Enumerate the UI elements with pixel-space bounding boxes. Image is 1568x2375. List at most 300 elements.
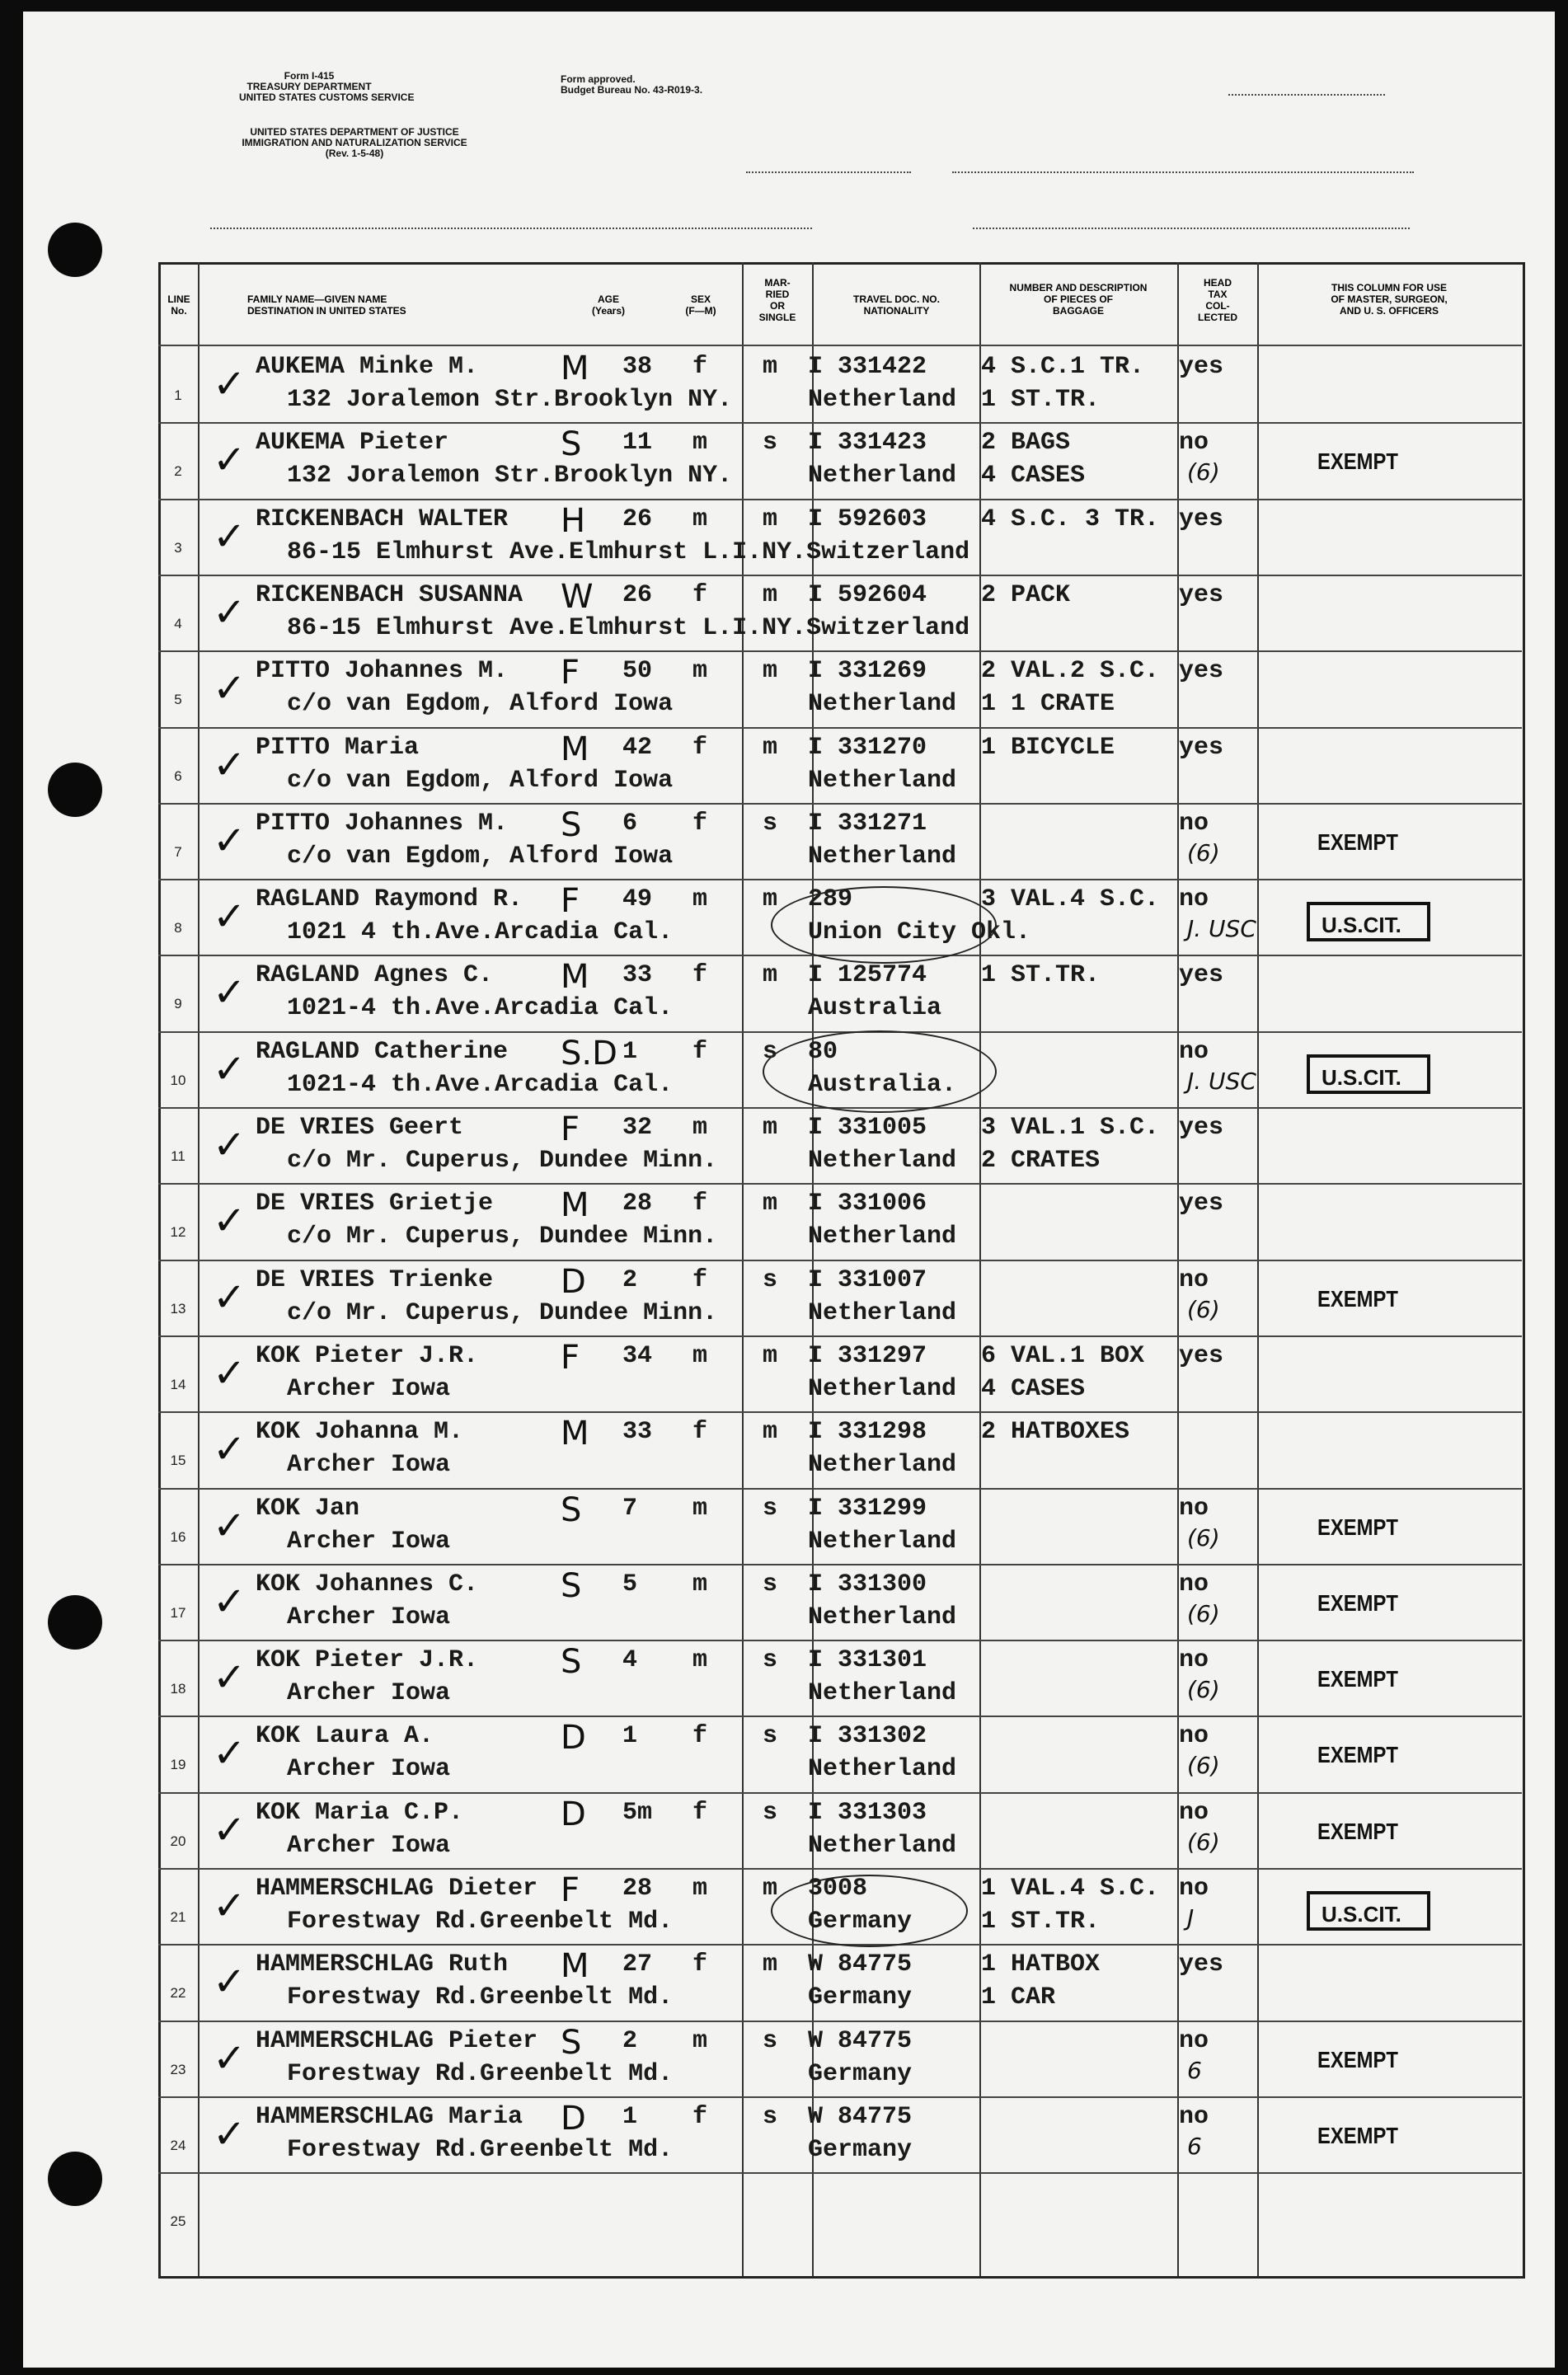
age: 49 <box>622 885 653 914</box>
line-number: 6 <box>174 767 182 784</box>
age: 26 <box>622 505 653 533</box>
head-tax: yes <box>1179 657 1224 686</box>
header-line: Budget Bureau No. 43-R019-3. <box>561 84 703 96</box>
check-mark: ✓ <box>213 1959 246 2006</box>
check-mark: ✓ <box>213 894 246 941</box>
doj-header <box>169 127 540 159</box>
relation-mark: M <box>561 350 589 387</box>
row-rule <box>158 803 1522 805</box>
header-line: LECTED <box>1198 312 1237 323</box>
destination: 132 Joralemon Str.Brooklyn NY. <box>287 386 733 414</box>
head-tax-note: J <box>1187 1904 1195 1931</box>
head-tax: no <box>1179 2026 1209 2055</box>
line-number: 11 <box>171 1148 185 1164</box>
marital-status: m <box>763 1418 778 1447</box>
travel-doc-no: I 331302 <box>808 1722 927 1751</box>
check-mark: ✓ <box>213 2110 246 2157</box>
head-tax: no <box>1179 1265 1209 1294</box>
relation-mark: S <box>561 425 582 464</box>
head-tax-note: (6) <box>1187 1295 1220 1323</box>
head-tax-note: (6) <box>1187 1523 1220 1551</box>
head-tax: no <box>1179 1570 1209 1598</box>
marital-status: m <box>763 580 778 609</box>
us-citizen-stamp: U.S.CIT. <box>1307 1054 1430 1094</box>
head-tax-note: (6) <box>1187 1599 1220 1627</box>
marital-status: s <box>763 2102 778 2131</box>
col-header-head-tax <box>1179 277 1256 323</box>
nationality: Germany <box>808 2059 913 2088</box>
col-header-age <box>584 293 633 317</box>
punch-hole <box>48 763 102 817</box>
head-tax: no <box>1179 885 1209 914</box>
check-mark: ✓ <box>213 513 246 560</box>
check-mark: ✓ <box>213 741 246 788</box>
nationality: Netherland <box>808 1223 957 1251</box>
destination: Archer Iowa <box>287 1679 451 1708</box>
line-number: 25 <box>170 2213 186 2230</box>
us-citizen-stamp: U.S.CIT. <box>1307 902 1430 941</box>
relation-mark: S <box>561 2023 582 2062</box>
head-tax: no <box>1179 1494 1209 1523</box>
check-mark: ✓ <box>213 361 246 407</box>
relation-mark: M <box>561 1186 589 1225</box>
line-number: 1 <box>174 387 182 403</box>
row-rule <box>158 1564 1522 1565</box>
destination: c/o Mr. Cuperus, Dundee Minn. <box>287 1298 718 1327</box>
header-line: UNITED STATES CUSTOMS SERVICE <box>239 92 415 103</box>
marital-status: s <box>763 2026 778 2055</box>
line-number: 16 <box>170 1528 186 1545</box>
relation-mark: M <box>561 1947 589 1986</box>
line-number: 24 <box>170 2137 186 2153</box>
exempt-stamp: EXEMPT <box>1317 1589 1398 1616</box>
relation-mark: M <box>561 1415 589 1453</box>
marital-status: s <box>763 1265 778 1294</box>
age: 33 <box>622 1418 653 1447</box>
arrival-line <box>973 228 1410 229</box>
line-number: 19 <box>170 1757 186 1773</box>
row-rule <box>158 2096 1522 2098</box>
baggage: 1 BICYCLE <box>981 733 1115 762</box>
row-rule <box>158 575 1522 576</box>
passenger-name: RICKENBACH WALTER <box>256 505 509 533</box>
head-tax: no <box>1179 1798 1209 1827</box>
header-line: DESTINATION IN UNITED STATES <box>247 305 406 317</box>
relation-mark: W <box>561 577 594 616</box>
passenger-name: HAMMERSCHLAG Pieter <box>256 2026 538 2055</box>
marital-status: m <box>763 1341 778 1370</box>
header-line: LINE <box>167 293 190 305</box>
circled-doc-number <box>771 1875 968 1947</box>
line-number: 5 <box>174 692 182 708</box>
baggage: 2 BAGS <box>981 429 1071 458</box>
check-mark: ✓ <box>213 1426 246 1473</box>
nationality: Netherland <box>808 1603 957 1631</box>
travel-doc-no: I 331301 <box>808 1646 927 1675</box>
line-number: 18 <box>170 1681 186 1697</box>
sex: m <box>692 885 708 914</box>
head-tax: yes <box>1179 1341 1224 1370</box>
col-header-baggage <box>981 282 1176 317</box>
passenger-name: DE VRIES Geert <box>256 1114 464 1142</box>
exempt-stamp: EXEMPT <box>1317 448 1398 475</box>
destination: Archer Iowa <box>287 1374 451 1403</box>
age: 27 <box>622 1950 653 1979</box>
travel-doc-no: 80 <box>808 1037 838 1066</box>
baggage: 3 VAL.4 S.C. <box>981 885 1160 914</box>
class-line <box>746 171 911 173</box>
baggage: 2 HATBOXES <box>981 1418 1130 1447</box>
destination: Forestway Rd.Greenbelt Md. <box>287 2135 674 2164</box>
baggage: 4 CASES <box>981 462 1086 490</box>
sex: m <box>692 657 708 686</box>
check-mark: ✓ <box>213 1578 246 1625</box>
row-rule <box>158 499 1522 500</box>
travel-doc-no: 3008 <box>808 1875 868 1903</box>
travel-doc-no: I 331298 <box>808 1418 927 1447</box>
head-tax: no <box>1179 429 1209 458</box>
relation-mark: F <box>561 1871 580 1909</box>
sex: m <box>692 1646 708 1675</box>
check-mark: ✓ <box>213 1655 246 1701</box>
check-mark: ✓ <box>213 1502 246 1549</box>
travel-doc-no: I 331006 <box>808 1190 927 1218</box>
col-header-officers <box>1259 282 1519 317</box>
line-number: 7 <box>174 843 182 860</box>
baggage: 1 HATBOX <box>981 1950 1101 1979</box>
age: 2 <box>622 2026 638 2055</box>
manifest-no-line <box>1228 94 1385 96</box>
travel-doc-no: 289 <box>808 885 853 914</box>
approval-note <box>561 74 702 96</box>
head-tax: no <box>1179 1722 1209 1751</box>
baggage: 4 S.C.1 TR. <box>981 353 1145 381</box>
passenger-name: DE VRIES Grietje <box>256 1190 494 1218</box>
nationality: Union City Okl. <box>808 918 1031 947</box>
header-line: SINGLE <box>758 312 796 323</box>
relation-mark: F <box>561 1338 580 1377</box>
nationality: Netherland <box>808 1147 957 1175</box>
passenger-name: RAGLAND Agnes C. <box>256 961 494 990</box>
header-line: TAX <box>1208 289 1228 300</box>
baggage: 6 VAL.1 BOX <box>981 1341 1145 1370</box>
travel-doc-no: I 125774 <box>808 961 927 990</box>
travel-doc-no: I 331303 <box>808 1798 927 1827</box>
relation-mark: D <box>561 2099 586 2138</box>
line-number: 12 <box>170 1224 186 1241</box>
age: 26 <box>622 580 653 609</box>
marital-status: s <box>763 809 778 838</box>
age: 1 <box>622 1722 638 1751</box>
destination: 1021 4 th.Ave.Arcadia Cal. <box>287 918 674 947</box>
destination: 1021-4 th.Ave.Arcadia Cal. <box>287 994 674 1023</box>
line-number: 22 <box>170 1985 186 2002</box>
row-rule <box>158 1183 1522 1185</box>
check-mark: ✓ <box>213 589 246 636</box>
sex: f <box>692 1798 708 1827</box>
relation-mark: M <box>561 958 589 997</box>
age: 4 <box>622 1646 638 1675</box>
circled-doc-number <box>771 886 997 964</box>
travel-doc-no: I 331422 <box>808 353 927 381</box>
marital-status: s <box>763 1570 778 1598</box>
circled-doc-number <box>763 1030 997 1113</box>
baggage: 4 CASES <box>981 1374 1086 1403</box>
head-tax: no <box>1179 809 1209 838</box>
header-line: BAGGAGE <box>1052 305 1104 317</box>
marital-status: s <box>763 1722 778 1751</box>
passenger-name: AUKEMA Minke M. <box>256 353 479 381</box>
age: 6 <box>622 809 638 838</box>
row-rule <box>158 1868 1522 1870</box>
column-divider <box>1257 262 1259 2276</box>
marital-status: s <box>763 1798 778 1827</box>
relation-mark: D <box>561 1719 586 1758</box>
marital-status: m <box>763 885 778 914</box>
destination: 86-15 Elmhurst Ave.Elmhurst L.I.NY.Switzerland <box>287 613 970 642</box>
baggage: 1 ST.TR. <box>981 961 1101 990</box>
passenger-name: HAMMERSCHLAG Maria <box>256 2102 523 2131</box>
sex: f <box>692 1037 708 1066</box>
check-mark: ✓ <box>213 665 246 712</box>
age: 2 <box>622 1265 638 1294</box>
relation-mark: M <box>561 730 589 768</box>
header-line: THIS COLUMN FOR USE <box>1331 282 1447 293</box>
line-number: 4 <box>174 615 182 631</box>
relation-mark: D <box>561 1795 586 1833</box>
relation-mark: S <box>561 1566 582 1605</box>
baggage: 2 PACK <box>981 580 1071 609</box>
sex: f <box>692 809 708 838</box>
head-tax: no <box>1179 2102 1209 2131</box>
head-tax: yes <box>1179 1950 1224 1979</box>
travel-doc-no: I 331271 <box>808 809 927 838</box>
destination: Archer Iowa <box>287 1603 451 1631</box>
exempt-stamp: EXEMPT <box>1317 828 1398 855</box>
check-mark: ✓ <box>213 817 246 864</box>
marital-status: s <box>763 429 778 458</box>
age: 50 <box>622 657 653 686</box>
header-rule <box>158 345 1522 346</box>
nationality: Netherland <box>808 386 957 414</box>
exempt-stamp: EXEMPT <box>1317 1742 1398 1768</box>
travel-doc-no: I 331299 <box>808 1494 927 1523</box>
head-tax-note: J. USC <box>1187 1067 1256 1095</box>
travel-doc-no: I 331007 <box>808 1265 927 1294</box>
travel-doc-no: I 331269 <box>808 657 927 686</box>
row-rule <box>158 1335 1522 1337</box>
marital-status: m <box>763 733 778 762</box>
head-tax: no <box>1179 1875 1209 1903</box>
marital-status: s <box>763 1494 778 1523</box>
header-line: TRAVEL DOC. NO. <box>853 293 940 305</box>
row-rule <box>158 879 1522 880</box>
age: 1 <box>622 2102 638 2131</box>
sex: m <box>692 1494 708 1523</box>
header-line: OR <box>770 300 785 312</box>
exempt-stamp: EXEMPT <box>1317 1514 1398 1540</box>
baggage: 3 VAL.1 S.C. <box>981 1114 1160 1142</box>
passenger-name: RICKENBACH SUSANNA <box>256 580 523 609</box>
header-line: Form I-415 <box>284 70 335 82</box>
header-line: NATIONALITY <box>863 305 930 317</box>
destination: Archer Iowa <box>287 1831 451 1860</box>
head-tax: yes <box>1179 1114 1224 1142</box>
header-line: NUMBER AND DESCRIPTION <box>1009 282 1148 293</box>
row-rule <box>158 650 1522 652</box>
destination: c/o van Egdom, Alford Iowa <box>287 690 674 719</box>
baggage: 2 VAL.2 S.C. <box>981 657 1160 686</box>
passenger-name: KOK Johanna M. <box>256 1418 464 1447</box>
sex: m <box>692 1875 708 1903</box>
marital-status: m <box>763 1190 778 1218</box>
baggage: 1 CAR <box>981 1983 1056 2012</box>
age: 32 <box>622 1114 653 1142</box>
marital-status: m <box>763 1950 778 1979</box>
travel-doc-no: W 84775 <box>808 2102 913 2131</box>
check-mark: ✓ <box>213 1349 246 1396</box>
header-line: (F—M) <box>685 305 716 317</box>
sex: m <box>692 1570 708 1598</box>
head-tax-note: 6 <box>1187 2056 1202 2084</box>
sex: m <box>692 429 708 458</box>
sex: m <box>692 505 708 533</box>
destination: c/o Mr. Cuperus, Dundee Minn. <box>287 1147 718 1175</box>
baggage: 1 ST.TR. <box>981 1908 1101 1936</box>
sex: f <box>692 733 708 762</box>
nationality: Netherland <box>808 690 957 719</box>
nationality: Netherland <box>808 766 957 795</box>
marital-status: m <box>763 1114 778 1142</box>
head-tax: yes <box>1179 353 1224 381</box>
header-line: No. <box>171 305 187 317</box>
line-number: 23 <box>170 2061 186 2077</box>
nationality: Australia <box>808 994 942 1023</box>
head-tax-note: J. USC <box>1187 915 1256 943</box>
passenger-name: HAMMERSCHLAG Dieter <box>256 1875 538 1903</box>
header-line: OF MASTER, SURGEON, <box>1331 293 1448 305</box>
marital-status: m <box>763 961 778 990</box>
header-line: AND U. S. OFFICERS <box>1339 305 1439 317</box>
head-tax-note: (6) <box>1187 838 1220 866</box>
sex: f <box>692 580 708 609</box>
relation-mark: F <box>561 1110 580 1148</box>
check-mark: ✓ <box>213 969 246 1016</box>
check-mark: ✓ <box>213 1045 246 1092</box>
destination: 132 Joralemon Str.Brooklyn NY. <box>287 462 733 490</box>
nationality: Netherland <box>808 1298 957 1327</box>
baggage: 1 ST.TR. <box>981 386 1101 414</box>
age: 11 <box>622 429 653 458</box>
head-tax: yes <box>1179 961 1224 990</box>
relation-mark: D <box>561 1262 586 1301</box>
baggage: 4 S.C. 3 TR. <box>981 505 1160 533</box>
header-line: FAMILY NAME—GIVEN NAME <box>247 293 387 305</box>
punch-hole <box>48 2152 102 2206</box>
age: 7 <box>622 1494 638 1523</box>
nationality: Netherland <box>808 1831 957 1860</box>
age: 33 <box>622 961 653 990</box>
baggage: 2 CRATES <box>981 1147 1101 1175</box>
column-divider <box>198 262 200 2276</box>
line-number: 17 <box>170 1604 186 1621</box>
header-line: IMMIGRATION AND NATURALIZATION SERVICE <box>242 137 467 148</box>
travel-doc-no: I 331297 <box>808 1341 927 1370</box>
passenger-name: KOK Pieter J.R. <box>256 1646 479 1675</box>
destination: Archer Iowa <box>287 1755 451 1784</box>
line-number: 14 <box>170 1376 186 1392</box>
head-tax-note: (6) <box>1187 1828 1220 1856</box>
nationality: Netherland <box>808 1374 957 1403</box>
exempt-stamp: EXEMPT <box>1317 1818 1398 1844</box>
travel-doc-no: I 592603 <box>808 505 927 533</box>
header-line: COL- <box>1205 300 1230 312</box>
nationality: Netherland <box>808 842 957 871</box>
line-number: 20 <box>170 1833 186 1849</box>
destination: Archer Iowa <box>287 1451 451 1480</box>
head-tax-note: (6) <box>1187 1752 1220 1780</box>
vessel-line <box>210 228 812 229</box>
relation-mark: S <box>561 805 582 844</box>
row-rule <box>158 2021 1522 2022</box>
line-number: 10 <box>170 1072 186 1088</box>
check-mark: ✓ <box>213 1198 246 1245</box>
travel-doc-no: W 84775 <box>808 1950 913 1979</box>
age: 28 <box>622 1875 653 1903</box>
header-line: OF PIECES OF <box>1043 293 1113 305</box>
passenger-name: KOK Johannes C. <box>256 1570 479 1598</box>
col-header-name <box>247 293 406 317</box>
line-number: 21 <box>170 1909 186 1925</box>
check-mark: ✓ <box>213 437 246 484</box>
treasury-header <box>239 70 415 103</box>
sex: f <box>692 1265 708 1294</box>
marital-status: s <box>763 1646 778 1675</box>
header-line: UNITED STATES DEPARTMENT OF JUSTICE <box>250 126 459 138</box>
travel-doc-no: I 592604 <box>808 580 927 609</box>
relation-mark: S.D <box>561 1034 617 1073</box>
age: 28 <box>622 1190 653 1218</box>
nationality: Netherland <box>808 1755 957 1784</box>
age: 5 <box>622 1570 638 1598</box>
line-number: 13 <box>170 1300 186 1317</box>
check-mark: ✓ <box>213 1806 246 1853</box>
sex: f <box>692 1722 708 1751</box>
relation-mark: F <box>561 654 580 692</box>
sex: m <box>692 1341 708 1370</box>
exempt-stamp: EXEMPT <box>1317 1666 1398 1692</box>
travel-doc-no: I 331005 <box>808 1114 927 1142</box>
row-rule <box>158 1411 1522 1413</box>
row-rule <box>158 2172 1522 2174</box>
passenger-name: DE VRIES Trienke <box>256 1265 494 1294</box>
sex: f <box>692 2102 708 2131</box>
passenger-name: PITTO Maria <box>256 733 420 762</box>
header-line: AGE <box>597 293 619 305</box>
punch-hole <box>48 1595 102 1650</box>
nationality: Netherland <box>808 1527 957 1556</box>
passenger-name: RAGLAND Catherine <box>256 1037 509 1066</box>
check-mark: ✓ <box>213 1122 246 1168</box>
line-number: 2 <box>174 463 182 480</box>
line-number: 3 <box>174 539 182 556</box>
check-mark: ✓ <box>213 1274 246 1321</box>
age: 5m <box>622 1798 653 1827</box>
passenger-name: PITTO Johannes M. <box>256 809 509 838</box>
age: 38 <box>622 353 653 381</box>
us-citizen-stamp: U.S.CIT. <box>1307 1891 1430 1931</box>
travel-doc-no: I 331300 <box>808 1570 927 1598</box>
